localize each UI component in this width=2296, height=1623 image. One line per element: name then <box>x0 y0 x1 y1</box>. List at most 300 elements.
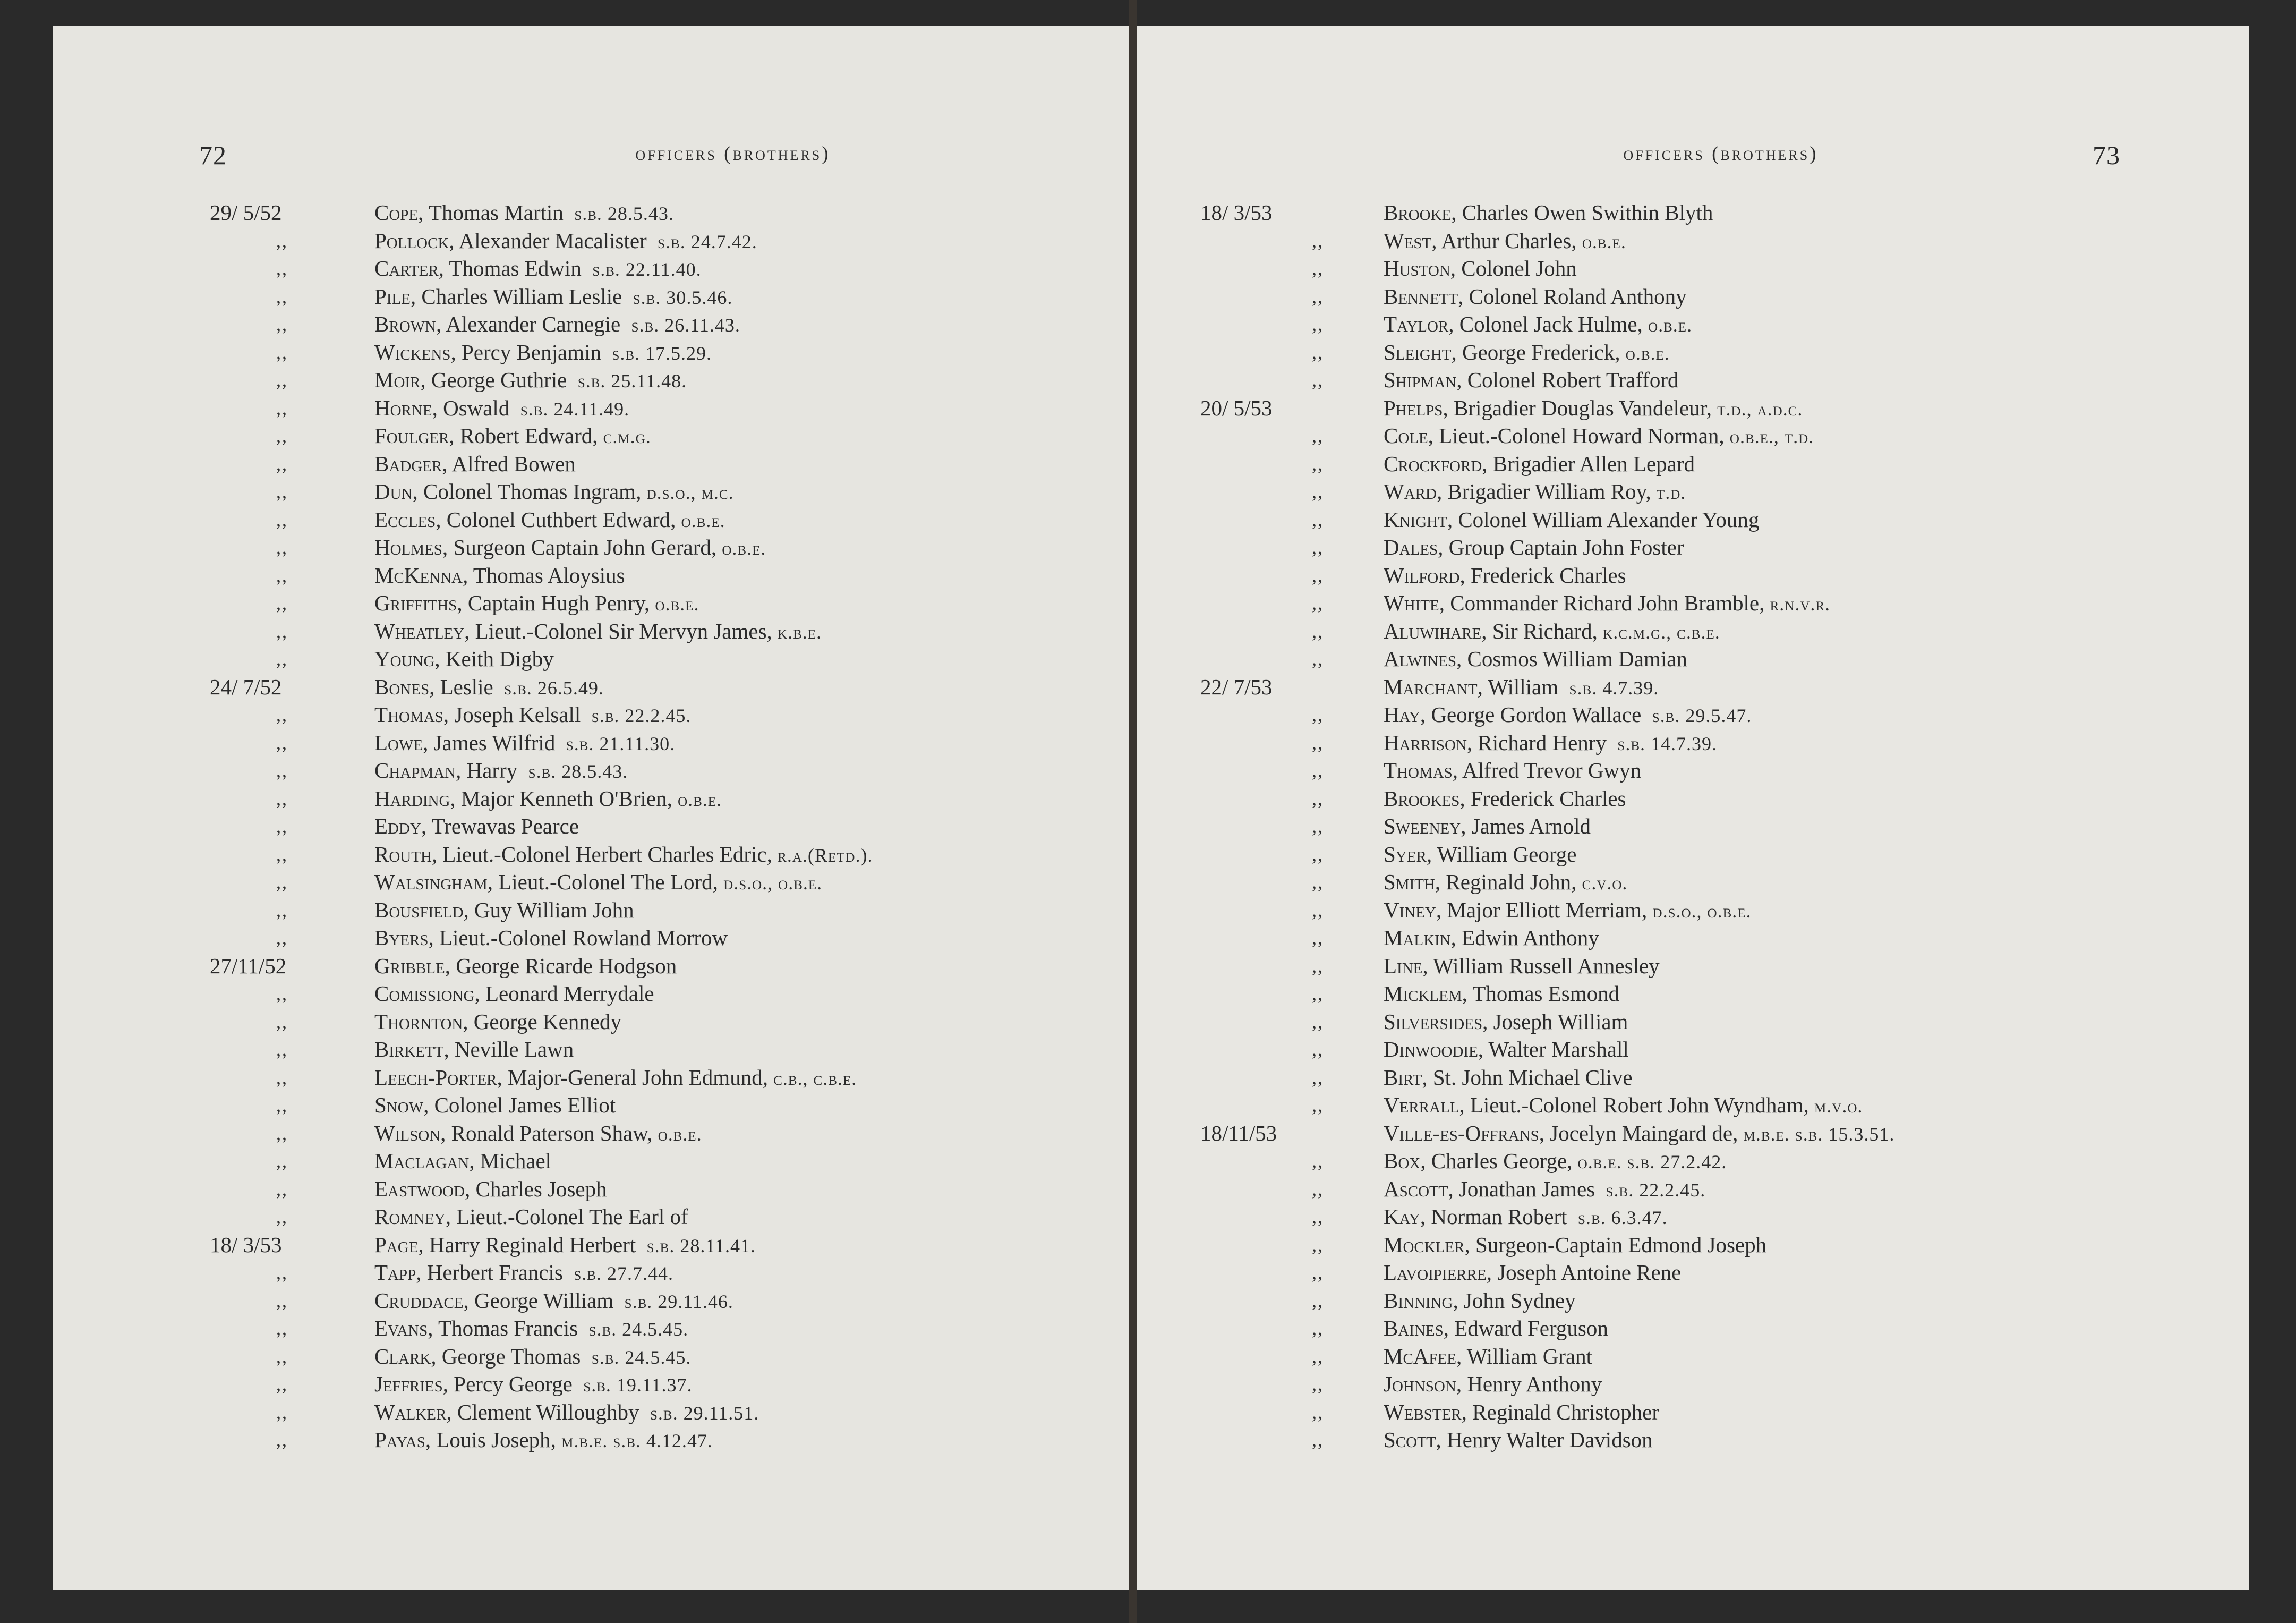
entry-name <box>1384 1175 1705 1204</box>
entry-surname: Bones <box>374 674 430 699</box>
ditto-mark: ,, <box>1312 592 1324 614</box>
entry-surname: Badger <box>374 451 442 476</box>
ditto-mark: ,, <box>276 313 288 335</box>
entry-surname: Routh <box>374 842 432 866</box>
entry-given-names: , William Russell Annesley <box>1422 953 1660 978</box>
entry-name <box>1384 1008 1628 1036</box>
entry-given-names: , Percy Benjamin <box>450 339 601 364</box>
entry-honours: d.s.o., m.c. <box>646 482 734 503</box>
entry-given-names: , Michael <box>469 1149 552 1173</box>
entry-surname: Eddy <box>374 814 421 838</box>
entry-given-names: , Colonel Thomas Ingram, <box>412 479 647 504</box>
entry-name <box>1384 366 1679 394</box>
entry-given-names: , Edwin Anthony <box>1450 925 1599 950</box>
ditto-mark: ,, <box>276 258 288 279</box>
entry-given-names: , Joseph William <box>1482 1009 1628 1034</box>
ditto-mark: ,, <box>276 341 288 363</box>
entry-given-names: , Jocelyn Maingard de, <box>1539 1120 1744 1145</box>
entry-surname: Binning <box>1384 1288 1453 1313</box>
ditto-mark: ,, <box>276 397 288 419</box>
entry-name <box>1384 1287 1576 1315</box>
entry-given-names: , Lieut.-Colonel Howard Norman, <box>1428 423 1730 448</box>
entry-given-names: , Charles Joseph <box>465 1176 607 1201</box>
ditto-mark: ,, <box>276 843 288 865</box>
ditto-mark: ,, <box>1312 508 1324 530</box>
ditto-mark: ,, <box>276 425 288 446</box>
entry-name <box>374 1203 688 1231</box>
entry-honours: s.b. 28.5.43. <box>574 203 674 224</box>
entry-name <box>1384 1147 1727 1176</box>
ditto-mark: ,, <box>1312 1039 1324 1060</box>
ditto-mark: ,, <box>276 787 288 809</box>
entry-name <box>1384 785 1626 813</box>
entry-honours: s.b. 22.2.45. <box>1606 1179 1706 1201</box>
entry-given-names: , George Kennedy <box>463 1009 621 1034</box>
entry-name <box>374 1147 551 1175</box>
entry-honours: s.b. 29.5.47. <box>1652 705 1752 726</box>
entry-honours: o.b.e. s.b. 27.2.42. <box>1577 1151 1727 1172</box>
ditto-mark: ,, <box>1312 1206 1324 1227</box>
ditto-mark: ,, <box>276 1066 288 1088</box>
ditto-mark: ,, <box>1312 1262 1324 1283</box>
entry-given-names: , Thomas Esmond <box>1462 981 1620 1006</box>
entry-surname: Brooke <box>1384 200 1452 225</box>
ditto-mark: ,, <box>276 1039 288 1060</box>
entry-given-names: , Thomas Edwin <box>438 256 582 281</box>
entry-honours: s.b. 29.11.51. <box>650 1402 759 1424</box>
ditto-mark: ,, <box>1312 425 1324 446</box>
entry-name <box>374 533 766 563</box>
entry-name <box>1384 254 1577 283</box>
entry-surname: Syer <box>1384 842 1427 866</box>
entry-surname: Dun <box>374 479 413 504</box>
ditto-mark: ,, <box>1312 1234 1324 1255</box>
entry-surname: Line <box>1384 953 1423 978</box>
entry-honours: o.b.e. <box>722 538 766 559</box>
ditto-mark: ,, <box>1312 285 1324 307</box>
entry-surname: Birkett <box>374 1037 444 1061</box>
ditto-mark: ,, <box>1312 1066 1324 1088</box>
entry-name <box>1384 562 1626 590</box>
entry-surname: West <box>1384 228 1432 253</box>
entry-surname: Dales <box>1384 535 1438 559</box>
entry-given-names: , Norman Robert <box>1420 1204 1567 1229</box>
entry-name <box>374 1287 733 1316</box>
entry-honours: c.b., c.b.e. <box>773 1067 857 1089</box>
entry-honours: s.b. 14.7.39. <box>1617 733 1718 754</box>
entry-surname: Brown <box>374 312 436 336</box>
entry-name <box>1384 645 1687 673</box>
entry-name <box>1384 1203 1668 1232</box>
entry-name <box>1384 701 1752 730</box>
entry-given-names: , Lieut.-Colonel Robert John Wyndham, <box>1459 1093 1815 1117</box>
entry-surname: Thomas <box>374 702 443 727</box>
entry-name <box>374 338 712 368</box>
entry-given-names: , Joseph Antoine Rene <box>1486 1260 1682 1285</box>
entry-surname: Carter <box>374 256 439 281</box>
entry-name <box>374 366 687 395</box>
entry-name <box>374 645 554 673</box>
entry-name <box>374 729 675 758</box>
entry-given-names: , Leonard Merrydale <box>474 981 654 1006</box>
entry-name <box>1384 812 1591 840</box>
entry-surname: Wilson <box>374 1120 441 1145</box>
entry-honours: c.v.o. <box>1582 872 1628 894</box>
ditto-mark: ,, <box>276 230 288 251</box>
ditto-mark: ,, <box>1312 537 1324 558</box>
entry-surname: Eccles <box>374 507 436 532</box>
entry-name <box>1384 1119 1894 1149</box>
ditto-mark: ,, <box>276 927 288 948</box>
entry-surname: Pollock <box>374 228 449 253</box>
entry-given-names: , Group Captain John Foster <box>1438 535 1684 559</box>
entry-given-names: , Alfred Bowen <box>442 451 576 476</box>
entry-honours: k.c.m.g., c.b.e. <box>1603 621 1720 643</box>
entry-name <box>1384 1259 1681 1287</box>
entry-surname: Huston <box>1384 256 1450 281</box>
entry-name <box>374 199 674 228</box>
entry-name <box>374 1175 607 1203</box>
entry-date: 18/ 3/53 <box>210 1232 282 1257</box>
entry-surname: Harrison <box>1384 730 1467 755</box>
ditto-mark: ,, <box>276 1429 288 1450</box>
entry-surname: Page <box>374 1232 419 1257</box>
entry-given-names: , George Thomas <box>431 1344 581 1369</box>
entry-honours: s.b. 25.11.48. <box>577 370 687 392</box>
entry-given-names: , Alexander Carnegie <box>436 312 621 336</box>
entry-given-names: , Lieut.-Colonel The Lord, <box>487 870 724 894</box>
entry-name <box>374 812 579 840</box>
entry-name <box>374 701 691 730</box>
entry-surname: Walker <box>374 1399 447 1424</box>
entry-name <box>1384 1342 1592 1371</box>
entry-surname: Thornton <box>374 1009 463 1034</box>
entry-name <box>1384 450 1695 478</box>
entry-date: 29/ 5/52 <box>210 200 282 225</box>
entry-date: 20/ 5/53 <box>1200 395 1273 420</box>
entry-surname: Phelps <box>1384 395 1443 420</box>
entry-honours: s.b. 21.11.30. <box>566 733 676 754</box>
entry-given-names: , Walter Marshall <box>1478 1037 1629 1061</box>
ditto-mark: ,, <box>276 1094 288 1116</box>
entry-date: 27/11/52 <box>210 953 287 978</box>
entry-name <box>374 785 722 814</box>
entry-name <box>1384 729 1717 758</box>
entry-name <box>1384 952 1660 980</box>
entry-given-names: , Surgeon Captain John Gerard, <box>442 535 722 559</box>
entry-given-names: , Reginald John, <box>1435 870 1582 894</box>
entry-name <box>374 980 654 1008</box>
entry-surname: Kay <box>1384 1204 1420 1229</box>
entry-given-names: , Arthur Charles, <box>1431 228 1582 253</box>
entry-name <box>1384 1091 1863 1120</box>
ditto-mark: ,, <box>276 1373 288 1395</box>
entry-honours: o.b.e. <box>681 509 725 531</box>
entry-surname: Scott <box>1384 1427 1436 1452</box>
entry-given-names: , Captain Hugh Penry, <box>457 591 655 615</box>
entry-given-names: , Leslie <box>429 674 493 699</box>
entry-surname: Holmes <box>374 535 442 559</box>
entry-surname: Wickens <box>374 339 451 364</box>
entry-name <box>1384 980 1619 1008</box>
ditto-mark: ,, <box>1312 760 1324 781</box>
ditto-mark: ,, <box>276 564 288 586</box>
entry-name <box>1384 673 1659 702</box>
entry-name <box>374 1259 673 1288</box>
entry-honours: s.b. 26.5.49. <box>504 677 604 699</box>
entry-name <box>374 840 873 870</box>
entry-name <box>374 1091 616 1119</box>
entry-surname: Maclagan <box>374 1149 470 1173</box>
ditto-mark: ,, <box>276 704 288 725</box>
ditto-mark: ,, <box>1312 258 1324 279</box>
entry-surname: Gribble <box>374 953 445 978</box>
ditto-mark: ,, <box>276 1262 288 1283</box>
ditto-mark: ,, <box>276 760 288 781</box>
entry-surname: Smith <box>1384 870 1435 894</box>
ditto-mark: ,, <box>1312 899 1324 921</box>
entry-name <box>1384 1035 1629 1064</box>
entry-given-names: , Guy William John <box>463 897 634 922</box>
entry-honours: s.b. 26.11.43. <box>631 315 740 336</box>
entry-name <box>374 283 732 312</box>
entry-date: 18/ 3/53 <box>1200 200 1273 225</box>
entry-name <box>374 757 628 786</box>
entry-given-names: , Clement Willoughby <box>446 1399 639 1424</box>
entry-name <box>1384 506 1759 534</box>
entry-surname: Sleight <box>1384 339 1452 364</box>
entry-name <box>1384 199 1713 227</box>
entry-name <box>1384 338 1670 368</box>
entry-given-names: , Thomas Martin <box>418 200 564 225</box>
ditto-mark: ,, <box>1312 1373 1324 1395</box>
entry-given-names: , Lieut.-Colonel Rowland Morrow <box>428 925 728 950</box>
entry-honours: s.b. 28.5.43. <box>528 761 628 782</box>
entry-given-names: , Colonel James Elliot <box>423 1093 616 1117</box>
entry-given-names: , John Sydney <box>1453 1288 1576 1313</box>
entry-surname: McKenna <box>374 563 463 588</box>
entry-surname: Sweeney <box>1384 814 1461 838</box>
ditto-mark: ,, <box>1312 648 1324 669</box>
entry-surname: Knight <box>1384 507 1447 532</box>
page-number: 73 <box>2093 140 2120 170</box>
ditto-mark: ,, <box>276 620 288 642</box>
entry-surname: Cruddace <box>374 1288 464 1313</box>
entry-given-names: , Frederick Charles <box>1459 786 1626 811</box>
entry-surname: Cope <box>374 200 419 225</box>
entry-surname: Wheatley <box>374 618 465 643</box>
entry-honours: o.b.e. <box>658 1123 702 1145</box>
entry-given-names: , William <box>1477 674 1559 699</box>
ditto-mark: ,, <box>276 453 288 474</box>
entry-given-names: , Jonathan James <box>1448 1176 1595 1201</box>
entry-given-names: , Henry Anthony <box>1456 1372 1602 1396</box>
entry-name <box>1384 1314 1608 1342</box>
entry-surname: Dinwoodie <box>1384 1037 1478 1061</box>
entry-honours: s.b. 24.5.45. <box>591 1346 692 1368</box>
entry-surname: Griffiths <box>374 591 457 615</box>
entry-given-names: , Reginald Christopher <box>1461 1399 1660 1424</box>
entry-name <box>374 310 740 339</box>
ditto-mark: ,, <box>1312 983 1324 1004</box>
left-page <box>53 26 1129 1590</box>
entry-surname: Ascott <box>1384 1176 1448 1201</box>
entry-given-names: , George William <box>463 1288 614 1313</box>
entry-honours: k.b.e. <box>778 621 822 643</box>
entry-name <box>1384 227 1626 256</box>
entry-name <box>1384 533 1684 562</box>
entry-name <box>374 896 634 924</box>
entry-given-names: , Sir Richard, <box>1481 618 1603 643</box>
entry-date: 18/11/53 <box>1200 1120 1277 1145</box>
ditto-mark: ,, <box>1312 481 1324 502</box>
entry-given-names: , Keith Digby <box>434 647 554 671</box>
entry-name <box>374 562 625 590</box>
entry-name <box>374 478 734 507</box>
entry-name <box>374 1008 621 1036</box>
ditto-mark: ,, <box>1312 787 1324 809</box>
entry-honours: o.b.e., t.d. <box>1729 426 1814 447</box>
entry-honours: s.b. 24.5.45. <box>588 1319 689 1340</box>
entry-surname: Baines <box>1384 1316 1444 1340</box>
entry-surname: Lowe <box>374 730 423 755</box>
entry-given-names: , Brigadier William Roy, <box>1436 479 1657 504</box>
entry-given-names: , Alfred Trevor Gwyn <box>1452 758 1642 783</box>
ditto-mark: ,, <box>276 1010 288 1032</box>
entry-given-names: , James Arnold <box>1461 814 1591 838</box>
ditto-mark: ,, <box>1312 704 1324 725</box>
entry-date: 22/ 7/53 <box>1200 674 1273 699</box>
entry-name <box>374 617 822 647</box>
entry-given-names: , Colonel William Alexander Young <box>1447 507 1760 532</box>
entry-given-names: , Alexander Macalister <box>449 228 647 253</box>
entry-given-names: , Colonel Robert Trafford <box>1456 368 1679 392</box>
entry-honours: s.b. 17.5.29. <box>612 342 712 364</box>
entry-surname: Walsingham <box>374 870 488 894</box>
ditto-mark: ,, <box>276 1289 288 1311</box>
ditto-mark: ,, <box>276 481 288 502</box>
entry-name <box>374 1314 688 1344</box>
entry-honours: d.s.o., o.b.e. <box>1652 900 1752 922</box>
ditto-mark: ,, <box>1312 620 1324 642</box>
entry-honours: t.d. <box>1656 482 1686 503</box>
entry-surname: Jeffries <box>374 1372 443 1396</box>
entry-given-names: , St. John Michael Clive <box>1422 1065 1633 1090</box>
entry-given-names: , Henry Walter Davidson <box>1436 1427 1653 1452</box>
entry-surname: Ward <box>1384 479 1437 504</box>
entry-name <box>374 1342 691 1372</box>
entry-honours: t.d., a.d.c. <box>1717 398 1803 420</box>
entry-name <box>1384 840 1576 869</box>
entry-surname: Chapman <box>374 758 456 783</box>
entry-surname: Horne <box>374 395 432 420</box>
entry-given-names: , Edward Ferguson <box>1443 1316 1608 1340</box>
right-page <box>1137 26 2249 1590</box>
entry-given-names: , Percy George <box>442 1372 573 1396</box>
entry-name <box>374 422 651 451</box>
entry-given-names: , Harry <box>456 758 518 783</box>
entry-name <box>374 227 757 256</box>
ditto-mark: ,, <box>276 899 288 921</box>
entry-surname: Micklem <box>1384 981 1462 1006</box>
entry-name <box>1384 422 1814 451</box>
entry-name <box>374 924 728 952</box>
entry-surname: McAfee <box>1384 1344 1456 1369</box>
entry-honours: s.b. 24.11.49. <box>520 398 630 420</box>
entry-surname: Cole <box>1384 423 1428 448</box>
entry-surname: Harding <box>374 786 450 811</box>
entry-name <box>374 506 725 535</box>
entry-surname: Leech-Porter <box>374 1065 497 1090</box>
entry-surname: Johnson <box>1384 1372 1456 1396</box>
page-number: 72 <box>199 140 227 170</box>
ditto-mark: ,, <box>276 369 288 390</box>
entry-given-names: , Charles Owen Swithin Blyth <box>1451 200 1713 225</box>
entry-surname: Brookes <box>1384 786 1460 811</box>
ditto-mark: ,, <box>276 1318 288 1339</box>
ditto-mark: ,, <box>276 508 288 530</box>
entry-given-names: , Louis Joseph, <box>425 1427 562 1452</box>
running-head: officers (brothers) <box>635 143 831 165</box>
entry-surname: Ville-es-Offrans <box>1384 1120 1539 1145</box>
entry-surname: Aluwihare <box>1384 618 1482 643</box>
ditto-mark: ,, <box>276 1401 288 1423</box>
entry-name <box>1384 757 1641 785</box>
ditto-mark: ,, <box>1312 955 1324 976</box>
entry-honours: s.b. 22.11.40. <box>592 259 702 280</box>
ditto-mark: ,, <box>276 648 288 669</box>
entry-honours: o.b.e. <box>678 788 722 810</box>
entry-given-names: , Frederick Charles <box>1459 563 1626 588</box>
entry-name <box>374 1370 693 1399</box>
entry-honours: o.b.e. <box>655 593 699 615</box>
entry-surname: Crockford <box>1384 451 1482 476</box>
entry-surname: Box <box>1384 1149 1421 1173</box>
entry-given-names: , Colonel Jack Hulme, <box>1448 312 1649 336</box>
entry-surname: Snow <box>374 1093 424 1117</box>
entry-given-names: , George Frederick, <box>1451 339 1626 364</box>
entry-name <box>1384 589 1830 618</box>
ditto-mark: ,, <box>276 1122 288 1144</box>
entry-honours: s.b. 4.7.39. <box>1569 677 1659 699</box>
ditto-mark: ,, <box>1312 1401 1324 1423</box>
entry-given-names: , George Gordon Wallace <box>1420 702 1642 727</box>
entry-surname: Malkin <box>1384 925 1451 950</box>
entry-given-names: , Ronald Paterson Shaw, <box>440 1120 658 1145</box>
entry-honours: s.b. 30.5.46. <box>633 286 733 308</box>
entry-surname: Byers <box>374 925 429 950</box>
ditto-mark: ,, <box>276 815 288 837</box>
entry-given-names: , Major Elliott Merriam, <box>1436 897 1653 922</box>
entry-surname: Pile <box>374 284 411 309</box>
entry-given-names: , Major-General John Edmund, <box>497 1065 774 1090</box>
entry-name <box>1384 617 1720 647</box>
entry-surname: White <box>1384 591 1439 615</box>
entry-surname: Bennett <box>1384 284 1458 309</box>
book-gutter <box>1129 0 1137 1623</box>
entry-surname: Lavoipierre <box>1384 1260 1487 1285</box>
entry-given-names: , Lieut.-Colonel Sir Mervyn James, <box>464 618 778 643</box>
ditto-mark: ,, <box>1312 341 1324 363</box>
entry-name <box>1384 1370 1602 1398</box>
entry-name <box>1384 394 1803 423</box>
ditto-mark: ,, <box>276 871 288 893</box>
entry-given-names: , Charles William Leslie <box>410 284 622 309</box>
ditto-mark: ,, <box>1312 564 1324 586</box>
entry-surname: Mockler <box>1384 1232 1465 1257</box>
ditto-mark: ,, <box>1312 732 1324 753</box>
entry-honours: m.b.e. s.b. 4.12.47. <box>561 1430 713 1451</box>
